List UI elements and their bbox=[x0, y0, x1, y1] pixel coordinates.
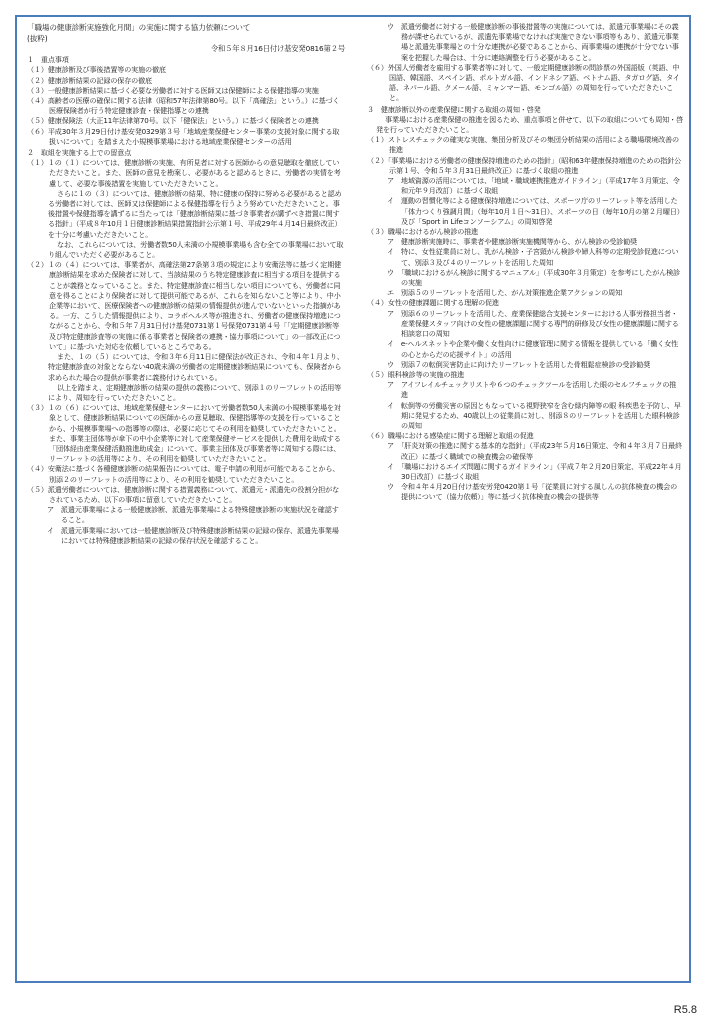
paragraph: 事業場における産業保健の推進を図るため、重点事項と併せて、以下の取組についても周知・啓発を行っていただきたいこと。 bbox=[376, 114, 684, 135]
paragraph: ア 「肝炎対策の推進に関する基本的な指針」（平成23年５月16日策定、令和４年３月７日最終改正）に基づく職域での検査機会の確保等 bbox=[387, 441, 683, 461]
paragraph: （４）女性の健康課題に関する理解の促進 bbox=[367, 298, 499, 308]
paragraph: （６）平成30年３月29日付け基安発0329第３号「地域産業保健センター事業の支援対象に関する取扱いについて」を踏まえた小規模事業場における地域産業保健センターの活用 bbox=[27, 126, 340, 146]
paragraph: （２）１の（４）については、事業者が、高確法第27条第３項の規定により安衛法等に基づく定期健康診断結果を求めた保険者に対して、当該結果のうち特定健康診査に相当する項目を提供することが義務となっていること。また、特定健康診査に相当しない項目についても、労働者に同意を得ることにより保険者に対して提供可能であるが、これらを知らないこと等により、中小企業等において、医療保険者への健康診断の結果の情報提供が進んでいないといった指摘がある。一方、こうした情報提供により、コラボヘルス等が推進され、労働者の健康保持増進につながることから、令和５年７月31日付け基発0731第１号保発0731第４号「「定期健康診断等及び特定健康診査等の実施に係る事業者と保険者の連携・協力事項について」の一部改正について」に基づいた対応を依頼しているところである。 bbox=[27, 260, 342, 351]
paragraph: （１）ストレスチェックの確実な実施、集団分析及びその集団分析結果の活用による職場環境改善の推進 bbox=[367, 135, 679, 155]
paragraph: イ 転倒等の労働災害の原因ともなっている視野狭窄を含む緑内障等の眼 科疾患を予防し、早期に発見するため、40歳以上の従業員に対し、別添８のリーフレットを活用した眼科検診の周知 bbox=[387, 400, 681, 430]
paragraph: （１）健康診断及び事後措置等の実施の徹底 bbox=[27, 65, 166, 75]
paragraph: イ 運動の習慣化等による健康保持増進については、スポーツ庁のリーフレット等を活用した「体力つくり強調月間」（毎年10月１日～31日）、スポーツの日（毎年10月の第２月曜日）及び「Sport in Lifeコンソーシアム」の周知啓発 bbox=[387, 196, 681, 226]
paragraph: １ 重点事項 bbox=[27, 55, 69, 65]
paragraph: （４）安衛法に基づく各種健康診断の結果報告については、電子申請の利用が可能であることから、別添２のリーフレットの活用等により、その利用を勧奨していただきたいこと。 bbox=[27, 464, 340, 484]
paragraph: ア 地域資源の活用については、「地域・職域連携推進ガイドライン」（平成17年３月策定、令和元年９月改訂）に基づく取組 bbox=[387, 176, 680, 196]
paragraph: ウ 別添７の転倒災害防止に向けたリーフレットを活用した骨粗鬆症検診の受診勧奨 bbox=[387, 359, 651, 369]
paragraph: （６）外国人労働者を雇用する事業者等に対して、一般定期健康診断の問診票の外国語版（英語、中国語、韓国語、スペイン語、ポルトガル語、インドネシア語、ベトナム語、タガログ語、タイ語、ネパール語、クメール語、ミャンマー語、モンゴル語）の周知を行っていただきたいこと。 bbox=[367, 62, 680, 103]
paragraph: エ 別添５のリーフレットを活用した、がん対策推進企業アクションの周知 bbox=[387, 288, 623, 298]
paragraph: （３）一般健康診断結果に基づく必要な労働者に対する医師又は保健師による保健指導の実施 bbox=[27, 85, 319, 95]
paragraph: ２ 取組を実施する上での留意点 bbox=[27, 148, 132, 158]
paragraph: さらに１の（３）については、健康診断の結果、特に健康の保持に努める必要があると認める労働者に対しては、医師又は保健師による保健指導を行うよう努めていただきたいこと。事後措置や保健指導を講ずるに当たっては「健康診断結果に基づき事業者が講ずべき措置に関する指針」（平成８年10月１日健康診断結果措置指針公示第１号、平成29年４月14日最終改正）を十分に考慮いただきたいこと。 bbox=[48, 188, 342, 239]
paragraph: イ 派遣元事業場においては一般健康診断及び特殊健康診断結果の記録の保存、派遣先事業場においては特殊健康診断結果の記録の保存状況を確認すること。 bbox=[47, 525, 339, 545]
paragraph: ウ 「職域におけるがん検診に関するマニュアル」（平成30年３月策定）を参考にしたがん検診の実施 bbox=[387, 267, 680, 288]
paragraph: また、１の（５）については、令和３年６月11日に健保法が改正され、令和４年１月より、特定健康診査の対象とならない40歳未満の労働者の定期健康診断結果についても、保険者から求められた場合の提供が事業者に義務付けられている。 bbox=[48, 352, 344, 382]
paragraph: ア 健康診断実施時に、事業者や健康診断実施機関等から、がん検診の受診勧奨 bbox=[387, 237, 637, 247]
paragraph: （５）眼科検診等の実施の推進 bbox=[367, 369, 465, 379]
document-frame bbox=[15, 15, 691, 983]
document-number: 令和５年８月16日付け基安発0816第２号 bbox=[210, 44, 345, 53]
paragraph: なお、これらについては、労働者数50人未満の小規模事業場も含む全ての事業場において取り組んでいただく必要があること。 bbox=[48, 239, 344, 260]
paragraph: （５）健康保険法（大正11年法律第70号。以下「健保法」という。）に基づく保険者との連携 bbox=[27, 116, 319, 126]
paragraph: ア アイフレイルチェックリストや６つのチェックツールを活用した眼のセルフチェックの推進 bbox=[387, 380, 677, 400]
document-subtitle: (抜粋) bbox=[27, 34, 48, 43]
paragraph: （６）職場における感染症に関する理解と取組の促進 bbox=[367, 431, 534, 441]
paragraph: 以上を踏まえ、定期健康診断の結果の提供の義務について、別添１のリーフレットの活用等により、周知を行っていただきたいこと。 bbox=[48, 382, 342, 402]
paragraph: （３）１の（６）については、地域産業保健センターにおいて労働者数50人未満の小規模事業場を対象として、健康診断結果についての医師からの意見聴取、保健指導等の支援を行っていることから、小規模事業場への指導等の際は、必要に応じてその利用を勧奨していただきたいこと。また、事業主団体等が傘下の中小企業等に対して産業保健サービスを提供した費用を助成する「団体経由産業保健活動推進助成金」について、事業主団体及び事業者等に周知する際には、リーフレットの活用等により、その利用を勧奨していただきたいこと。 bbox=[27, 403, 341, 464]
paragraph: （２）健康診断結果の記録の保存の徹底 bbox=[27, 75, 152, 85]
paragraph: （３）職場におけるがん検診の推進 bbox=[367, 227, 479, 237]
paragraph: イ 特に、女性従業員に対し、乳がん検診・子宮頸がん検診や婦人科等の定期受診促進について、別添３及び４のリーフレットを活用した周知 bbox=[387, 247, 679, 267]
document-title: 「職場の健康診断実施強化月間」の実施に関する協力依頼について bbox=[27, 23, 251, 32]
right-column bbox=[367, 22, 683, 503]
paragraph: ３ 健康診断以外の産業保健に関する取組の周知・啓発 bbox=[367, 104, 541, 114]
left-column bbox=[27, 22, 345, 546]
paragraph: ア 別添６のリーフレットを活用した、産業保健総合支援センターにおける人事労務担当者・産業保健スタッフ向けの女性の健康課題に関する専門的研修及び女性の健康課題に関する相談窓口の周知 bbox=[387, 308, 679, 339]
paragraph: （２）「事業場における労働者の健康保持増進のための指針」（昭和63年健康保持増進のための指針公示第１号、令和５年３月31日最終改正）に基づく取組の推進 bbox=[367, 155, 682, 175]
paragraph: イ e-ヘルスネットや企業や働く女性向けに健康管理に関する情報を提供している「働く女性の心とからだの応援サイト」の活用 bbox=[387, 339, 679, 359]
page-label: R5.8 bbox=[673, 1004, 697, 1016]
paragraph: ウ 派遣労働者に対する一般健康診断の事後措置等の実施については、派遣元事業場にその義務が課せられているが、派遣先事業場でなければ実施できない事項等もあり、派遣元事業場と派遣先事業場との十分な連携が必要であることから、両事業場の連携が十分でない事案を把握した場合は、十分に連絡調整を行う必要があること。 bbox=[387, 22, 679, 62]
paragraph: ウ 令和４年４月20日付け基安労発0420第１号「従業員に対する風しんの抗体検査の機会の提供について（協力依頼）」等に基づく抗体検査の機会の提供等 bbox=[387, 482, 678, 502]
paragraph: （４）高齢者の医療の確保に関する法律（昭和57年法律第80号。以下「高確法」という。）に基づく医療保険者が行う特定健康診査・保健指導との連携 bbox=[27, 96, 340, 116]
paragraph: （５）派遣労働者については、健康診断に関する措置義務について、派遣元・派遣先の役割分担がなされているため、以下の事項に留意していただきたいこと。 bbox=[27, 484, 340, 504]
paragraph: ア 派遣元事業場による一般健康診断、派遣先事業場による特殊健康診断の実施状況を確認すること。 bbox=[47, 505, 339, 525]
paragraph: イ 「職場におけるエイズ問題に関するガイドライン」（平成７年２月20日策定、平成22年４月30日改訂）に基づく取組 bbox=[387, 461, 682, 481]
paragraph: （１）１の（１）については、健康診断の実施、有所見者に対する医師からの意見聴取を徹底していただきたいこと。また、医師の意見を勘案し、必要があると認めるときに、労働者の実情を考慮して、必要な事後措置を実施していただきたいこと。 bbox=[27, 158, 341, 188]
